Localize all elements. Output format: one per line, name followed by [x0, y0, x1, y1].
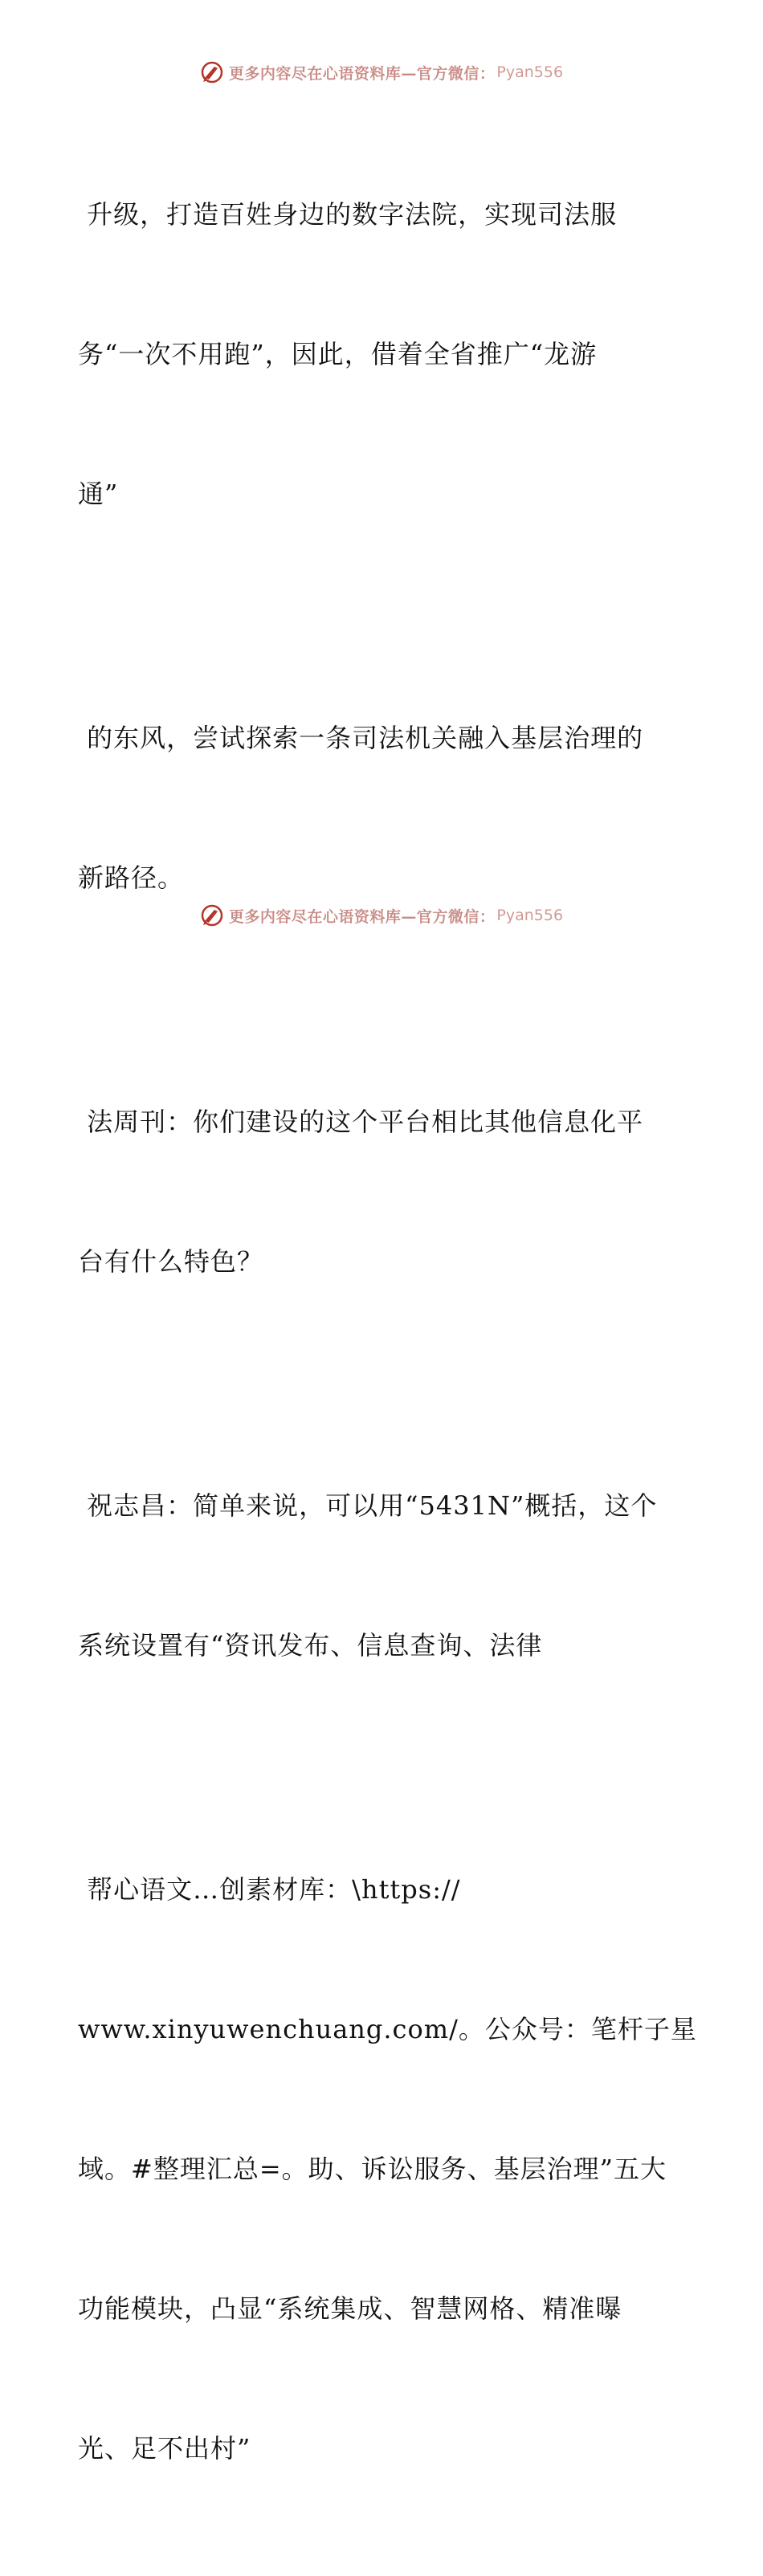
header-wechat-id: Pyan556: [496, 63, 564, 81]
text-line: 功能模块，凸显“系统集成、智慧网格、精准曝: [78, 2293, 622, 2324]
pen-logo-icon: [200, 903, 224, 927]
document-body: [78, 98, 704, 2576]
header-banner-text: 更多内容尽在心语资料库—官方微信：: [228, 64, 496, 83]
paragraph: [78, 1005, 704, 1378]
footer-banner: [0, 899, 763, 931]
pen-logo-icon: [200, 60, 224, 84]
paragraph: [78, 1389, 704, 1762]
text-line: 升级，打造百姓身边的数字法院，实现司法服: [78, 199, 618, 230]
text-line: 新路径。: [78, 862, 185, 893]
text-line: 法周刊：你们建设的这个平台相比其他信息化平: [78, 1107, 644, 1137]
text-line: 系统设置有“资讯发布、信息查询、法律: [78, 1630, 543, 1661]
footer-banner-text: 更多内容尽在心语资料库—官方微信：: [228, 907, 496, 926]
text-line: 的东风，尝试探索一条司法机关融入基层治理的: [78, 723, 644, 753]
text-line: 通”: [78, 479, 119, 509]
text-line: 务“一次不用跑”，因此，借着全省推广“龙游: [78, 339, 598, 369]
text-line: www.xinyuwenchuang.com/。公众号：笔杆子星: [78, 2014, 697, 2044]
text-line: 域。#整理汇总=。助、诉讼服务、基层治理”五大: [78, 2154, 667, 2184]
paragraph: [78, 1773, 704, 2565]
text-line: 光、足不出村”: [78, 2433, 251, 2464]
text-line: 台有什么特色？: [78, 1246, 264, 1277]
header-banner: [0, 56, 763, 88]
text-line: 祝志昌：简单来说，可以用“5431N”概括，这个: [78, 1490, 658, 1521]
paragraph: [78, 98, 704, 610]
text-line: 帮心语文…创素材库：\https://: [78, 1874, 461, 1905]
paragraph: [78, 622, 704, 994]
footer-wechat-id: Pyan556: [496, 907, 564, 924]
